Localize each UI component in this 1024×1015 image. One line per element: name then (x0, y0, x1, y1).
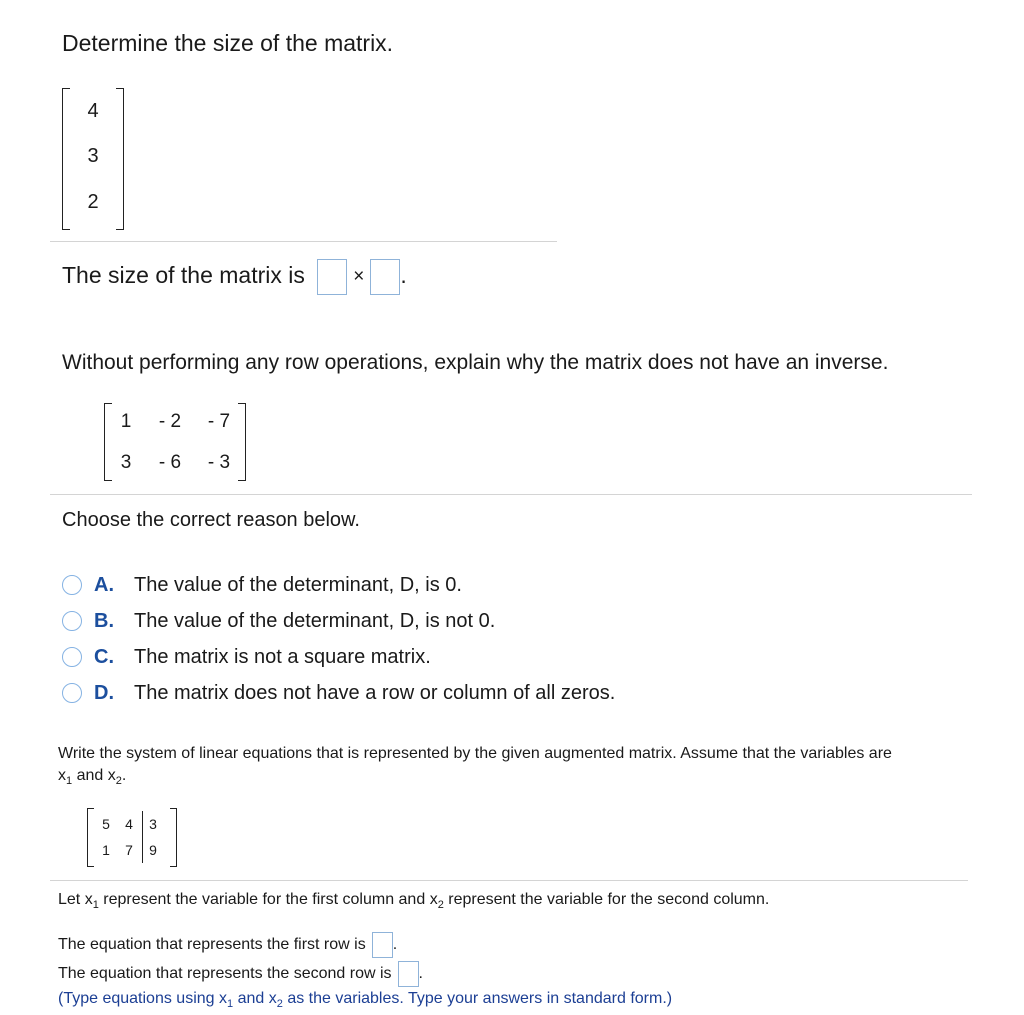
square-matrix (104, 403, 246, 481)
matrix-entry: - 6 (158, 452, 182, 473)
period: . (400, 262, 407, 289)
option-letter: D. (94, 681, 114, 704)
matrix-entry: 3 (87, 145, 99, 167)
option-a[interactable] (62, 572, 462, 598)
left-bracket (87, 808, 94, 867)
first-row-equation: The equation that represents the first row is . (58, 932, 397, 958)
question-3-variables: $x_1$ and $x_2$. (58, 767, 127, 788)
matrix-entry: 3 (149, 816, 157, 832)
matrix-entry: - 3 (207, 452, 231, 473)
option-d[interactable] (62, 680, 615, 706)
right-bracket (238, 403, 246, 481)
option-letter: C. (94, 645, 114, 668)
size-answer-prefix: The size of the matrix is (62, 262, 305, 289)
first-row-answer-box[interactable] (372, 932, 393, 958)
column-matrix (62, 88, 124, 230)
augmented-matrix (87, 808, 177, 867)
first-row-label: The equation that represents the first row is (58, 936, 366, 953)
radio-button[interactable] (62, 683, 82, 703)
instruction-hint: (Type equations using $x_1$ and $x_2$ as the variables. Type your answers in standard form.) (58, 990, 673, 1011)
second-row-answer-box[interactable] (398, 961, 419, 987)
matrix-entry: 9 (149, 842, 157, 858)
option-text: The value of the determinant, D, is not 0. (134, 609, 496, 632)
times-symbol: × (353, 266, 365, 287)
option-text: The value of the determinant, D, is 0. (134, 573, 462, 596)
radio-button[interactable] (62, 575, 82, 595)
matrix-entry: 5 (102, 816, 110, 832)
augment-divider (142, 811, 143, 863)
rows-answer-box[interactable] (317, 259, 347, 295)
second-row-label: The equation that represents the second row is (58, 965, 392, 982)
matrix-entry: 3 (120, 452, 132, 473)
left-bracket (104, 403, 112, 481)
right-bracket (170, 808, 177, 867)
matrix-entry: - 7 (207, 411, 231, 432)
size-answer-sentence (62, 259, 407, 295)
divider (50, 494, 972, 495)
option-b[interactable] (62, 608, 495, 634)
option-text: The matrix does not have a row or column of all zeros. (134, 681, 616, 704)
question-2-title: Without performing any row operations, explain why the matrix does not have an inverse. (62, 351, 889, 374)
option-c[interactable] (62, 644, 431, 670)
option-letter: A. (94, 573, 114, 596)
variable-assignment-text: Let $x_1$ represent the variable for the first column and $x_2$ represent the variable for the second column. (58, 891, 770, 912)
radio-button[interactable] (62, 611, 82, 631)
divider (50, 880, 968, 881)
question-1-title: Determine the size of the matrix. (62, 30, 394, 56)
matrix-entry: 1 (102, 842, 110, 858)
radio-button[interactable] (62, 647, 82, 667)
matrix-entry: 4 (125, 816, 133, 832)
second-row-equation: The equation that represents the second row is . (58, 961, 423, 987)
matrix-entry: 4 (87, 100, 99, 122)
option-letter: B. (94, 609, 114, 632)
option-text: The matrix is not a square matrix. (134, 645, 431, 668)
divider (50, 241, 557, 242)
question-3-intro: Write the system of linear equations that is represented by the given augmented matrix. Assume that the variables are (58, 745, 892, 762)
matrix-entry: - 2 (158, 411, 182, 432)
columns-answer-box[interactable] (370, 259, 400, 295)
matrix-entry: 1 (120, 411, 132, 432)
matrix-entry: 2 (87, 191, 99, 213)
matrix-entry: 7 (125, 842, 133, 858)
choose-prompt: Choose the correct reason below. (62, 509, 360, 531)
